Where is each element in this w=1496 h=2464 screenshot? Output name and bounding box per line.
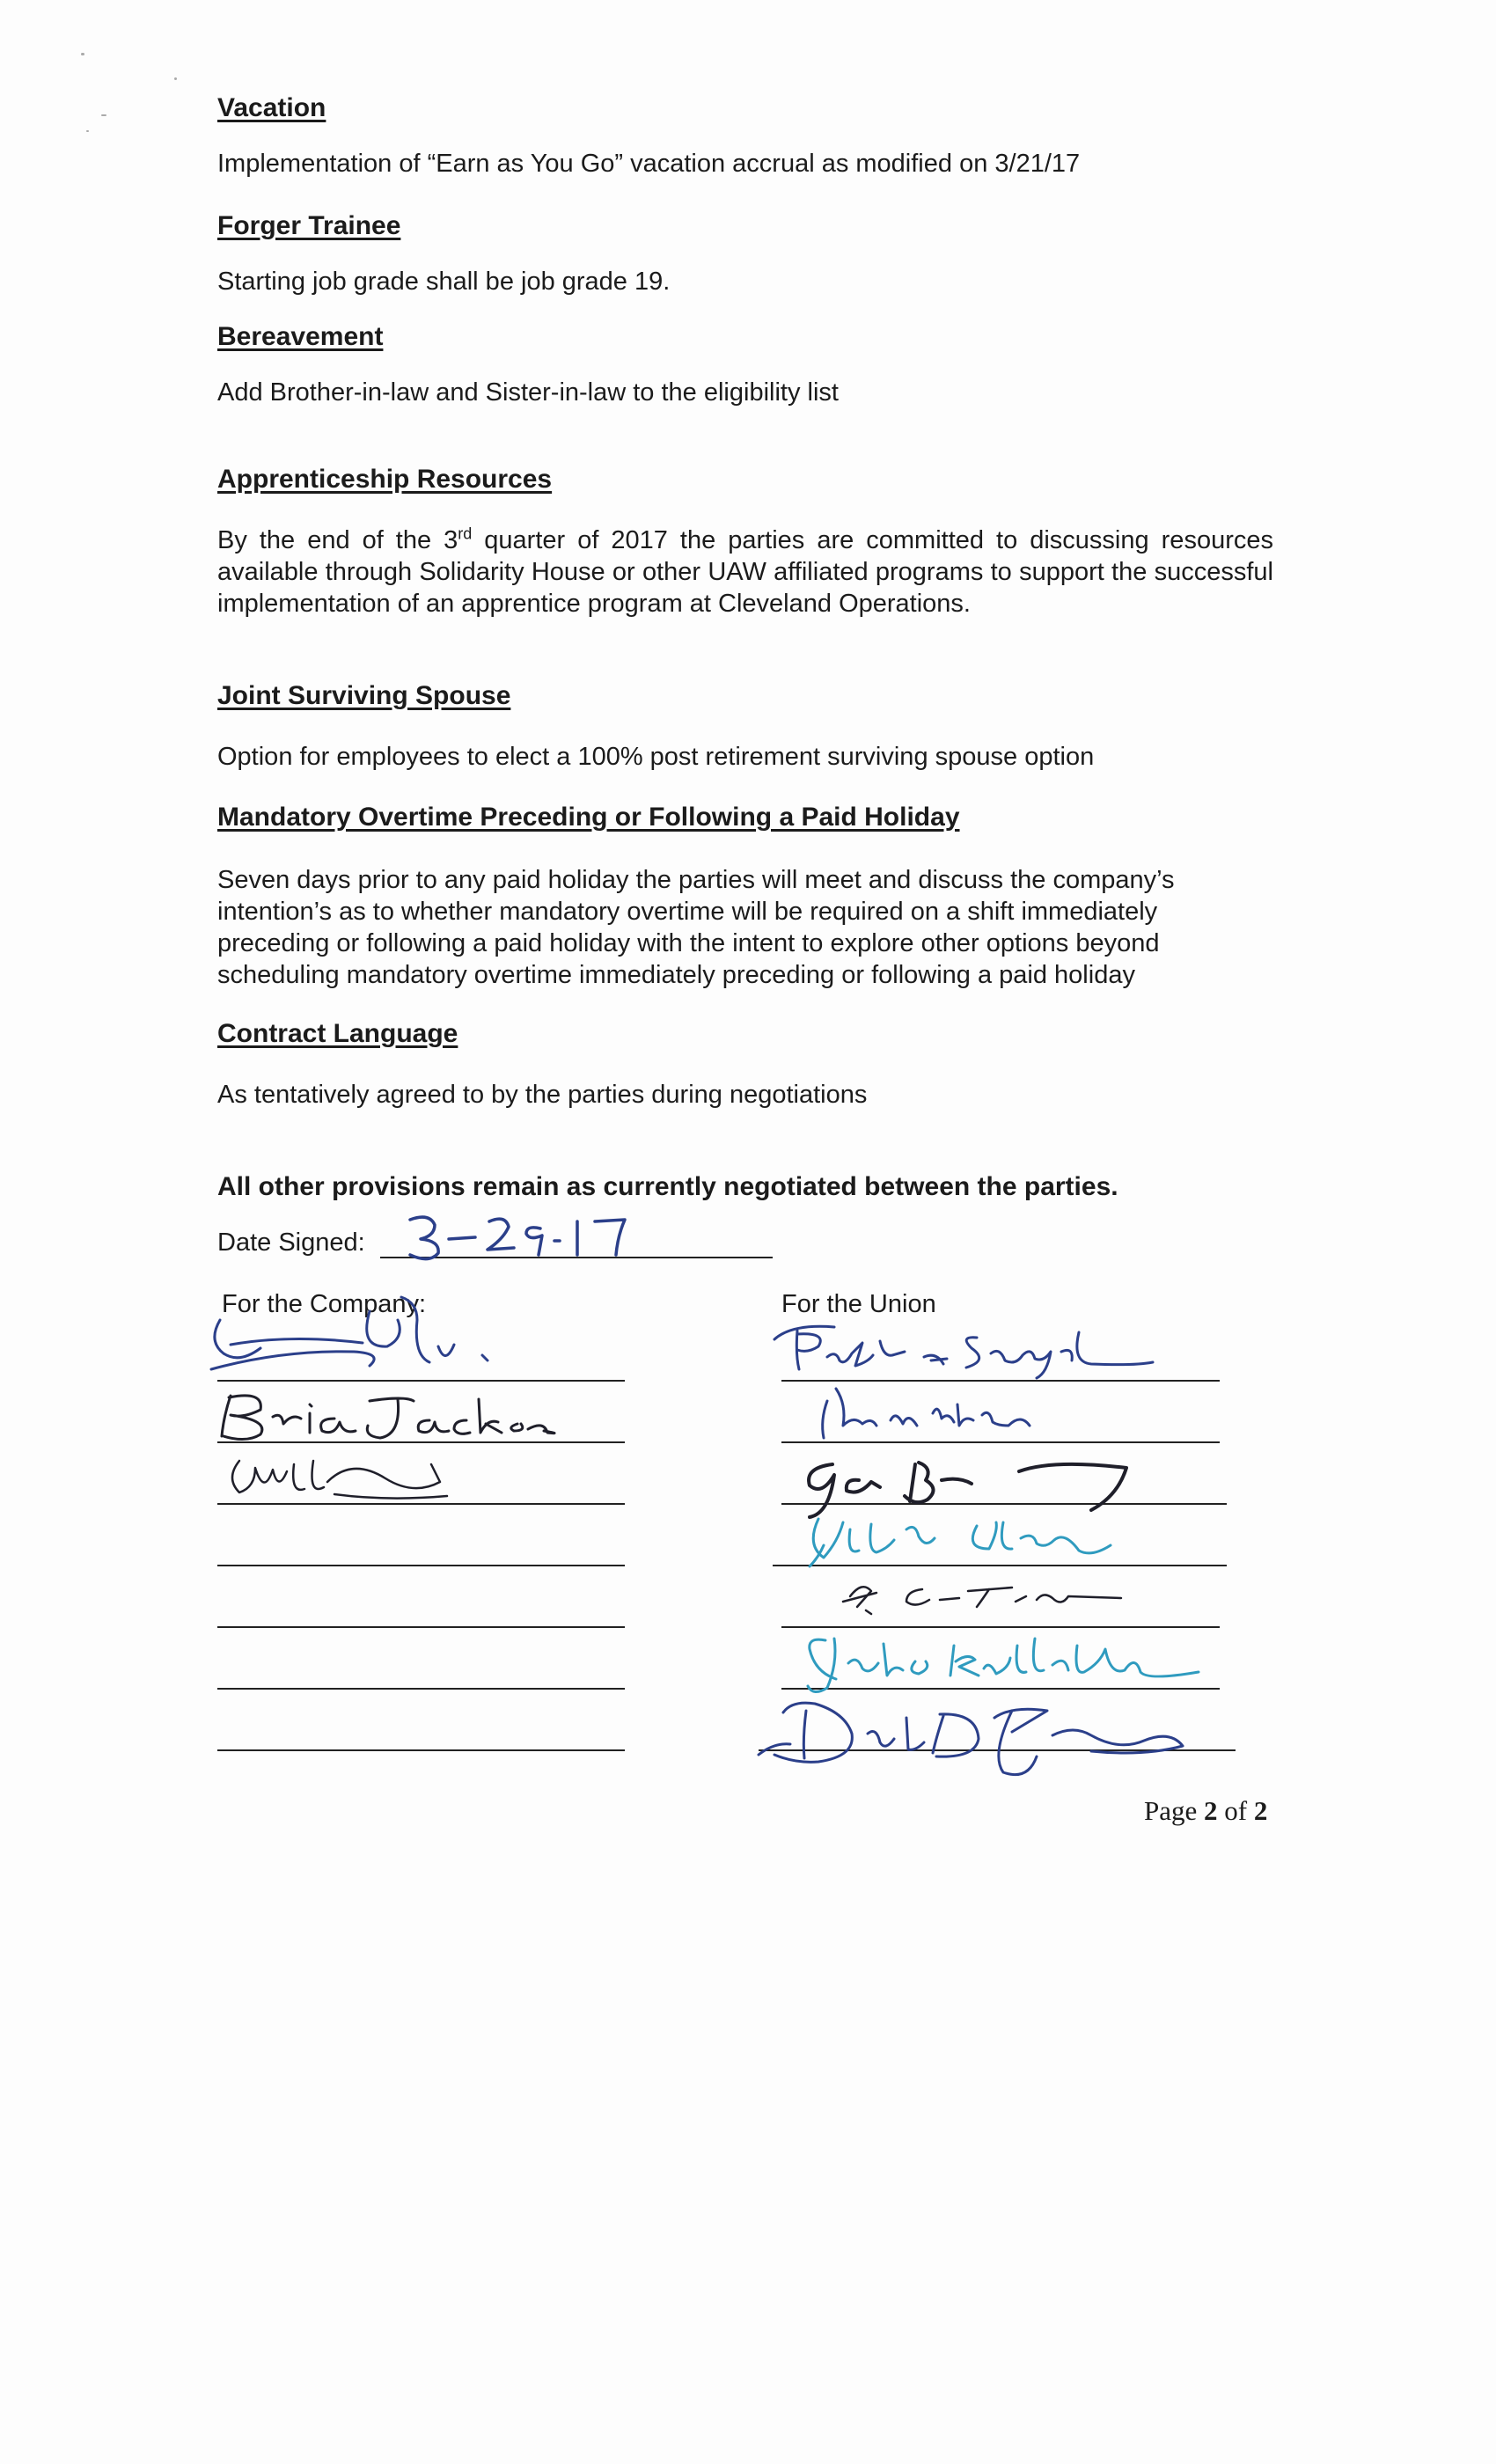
union-signature-6 [808, 1639, 1199, 1692]
page-number-total: 2 [1253, 1795, 1268, 1826]
union-signature-1 [774, 1326, 1153, 1378]
union-signature-4 [810, 1519, 1111, 1566]
page-number-current: 2 [1204, 1795, 1218, 1826]
union-signature-7 [759, 1703, 1183, 1775]
closing-statement: All other provisions remain as currently negotiated between the parties. [217, 1172, 1118, 1201]
company-signature-2 [222, 1396, 554, 1440]
ordinal-suffix: rd [458, 524, 473, 543]
section-heading-forger-trainee: Forger Trainee [217, 211, 401, 240]
section-heading-contract-language: Contract Language [217, 1019, 458, 1048]
union-signature-2 [823, 1389, 1030, 1438]
company-signature-1 [211, 1297, 488, 1369]
section-body-joint-surviving-spouse: Option for employees to elect a 100% post retirement surviving spouse option [217, 743, 1095, 771]
date-signed-label: Date Signed: [217, 1228, 365, 1257]
date-handwritten-signature [410, 1217, 625, 1258]
section-heading-mandatory-overtime: Mandatory Overtime Preceding or Following a Paid Holiday [217, 803, 960, 832]
apprenticeship-text-rest: quarter of 2017 the parties are committed to discussing resources available through Solidarity House or other UAW affiliated programs to support the successful implementation of an apprentice program at Cleveland Operations. [217, 526, 1273, 618]
section-body-contract-language: As tentatively agreed to by the parties during negotiations [217, 1081, 868, 1109]
page-number-middle: of [1217, 1795, 1254, 1826]
section-body-mandatory-overtime: Seven days prior to any paid holiday the parties will meet and discuss the company’s intention’s as to whether mandatory overtime will be required on a shift immediately preceding or following a paid holiday with the intent to explore other options beyond scheduling mandatory overtime immediately preceding or following a paid holiday [217, 866, 1175, 989]
apprenticeship-text-start: By the end of the 3 [217, 526, 458, 554]
company-label: For the Company: [222, 1290, 427, 1318]
union-signature-5 [843, 1587, 1121, 1614]
union-label: For the Union [781, 1290, 936, 1318]
section-heading-vacation: Vacation [217, 93, 326, 122]
union-signature-3 [809, 1463, 1126, 1517]
page-number [1144, 1795, 1267, 1827]
section-heading-joint-surviving-spouse: Joint Surviving Spouse [217, 681, 511, 710]
page-number-prefix: Page [1144, 1795, 1205, 1826]
section-heading-bereavement: Bereavement [217, 322, 384, 351]
section-heading-apprenticeship: Apprenticeship Resources [217, 465, 553, 494]
section-body-bereavement: Add Brother-in-law and Sister-in-law to the eligibility list [217, 378, 839, 407]
company-signature-3 [232, 1461, 447, 1499]
section-body-vacation: Implementation of “Earn as You Go” vacation accrual as modified on 3/21/17 [217, 150, 1081, 178]
section-body-forger-trainee: Starting job grade shall be job grade 19. [217, 268, 671, 296]
